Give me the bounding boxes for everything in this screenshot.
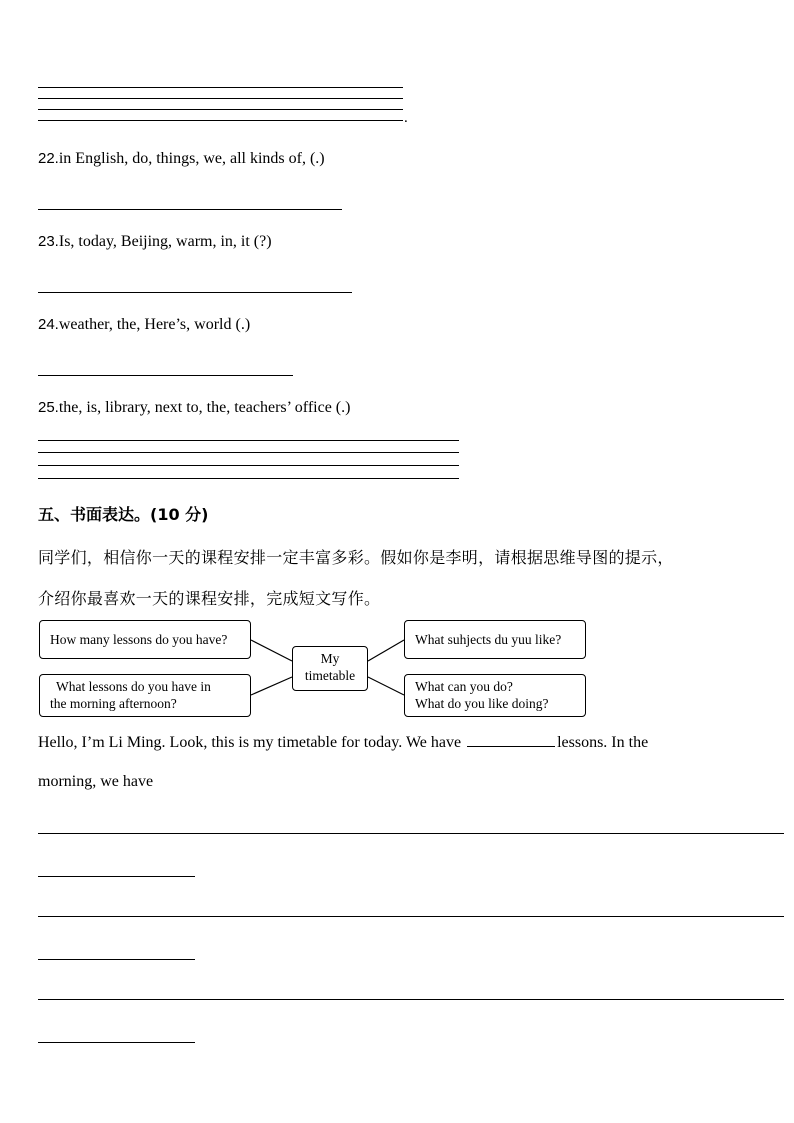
question-number: 24. (38, 316, 59, 333)
question-text: in English, do, things, we, all kinds of, (.) (58, 150, 325, 167)
question-number: 25. (38, 399, 59, 416)
mindmap-question-line: What can you do? (415, 679, 513, 694)
line-end-period: . (404, 110, 408, 126)
writing-line[interactable] (38, 916, 784, 917)
mindmap-center-box (292, 646, 368, 691)
writing-line[interactable] (38, 876, 195, 877)
passage-line-2: morning, we have (38, 773, 154, 790)
mindmap-box-lessons-count (39, 620, 251, 659)
mindmap-center-line: My (320, 651, 340, 666)
passage-line-1 (38, 732, 648, 752)
mindmap-question-line: What do you like doing? (415, 696, 549, 711)
mindmap-box-subjects (404, 620, 586, 659)
question-text: Is, today, Beijing, warm, in, it (?) (58, 233, 272, 250)
mindmap-question: How many lessons do you have? (50, 632, 228, 647)
mindmap-question: What suhjects du yuu like? (415, 632, 562, 647)
question-number: 23. (38, 233, 59, 250)
passage-text: Hello, I’m Li Ming. Look, this is my timetable for today. We have (38, 734, 466, 751)
instructions-line-2: 介绍你最喜欢一天的课程安排，完成短文写作。 (38, 589, 381, 608)
writing-line[interactable] (38, 999, 784, 1000)
question-text: the, is, library, next to, the, teachers’ office (.) (58, 399, 351, 416)
writing-line[interactable] (38, 959, 195, 960)
mindmap-box-abilities (404, 674, 586, 717)
mindmap-question-line: What lessons do you have in (56, 679, 211, 694)
passage-text: lessons. In the (557, 734, 649, 751)
writing-line[interactable] (38, 1042, 195, 1043)
mindmap-center-line: timetable (304, 668, 356, 683)
mindmap-question-line: the morning afternoon? (50, 696, 177, 711)
writing-line[interactable] (38, 833, 784, 834)
mindmap-box-lessons-time (39, 674, 251, 717)
question-number: 22. (38, 150, 59, 167)
lessons-count-blank[interactable] (467, 732, 555, 747)
question-text: weather, the, Here’s, world (.) (58, 316, 251, 333)
instructions-line-1: 同学们，相信你一天的课程安排一定丰富多彩。假如你是李明，请根据思维导图的提示， (38, 548, 674, 567)
section-title: 五、书面表达。(10 分) (38, 505, 209, 524)
